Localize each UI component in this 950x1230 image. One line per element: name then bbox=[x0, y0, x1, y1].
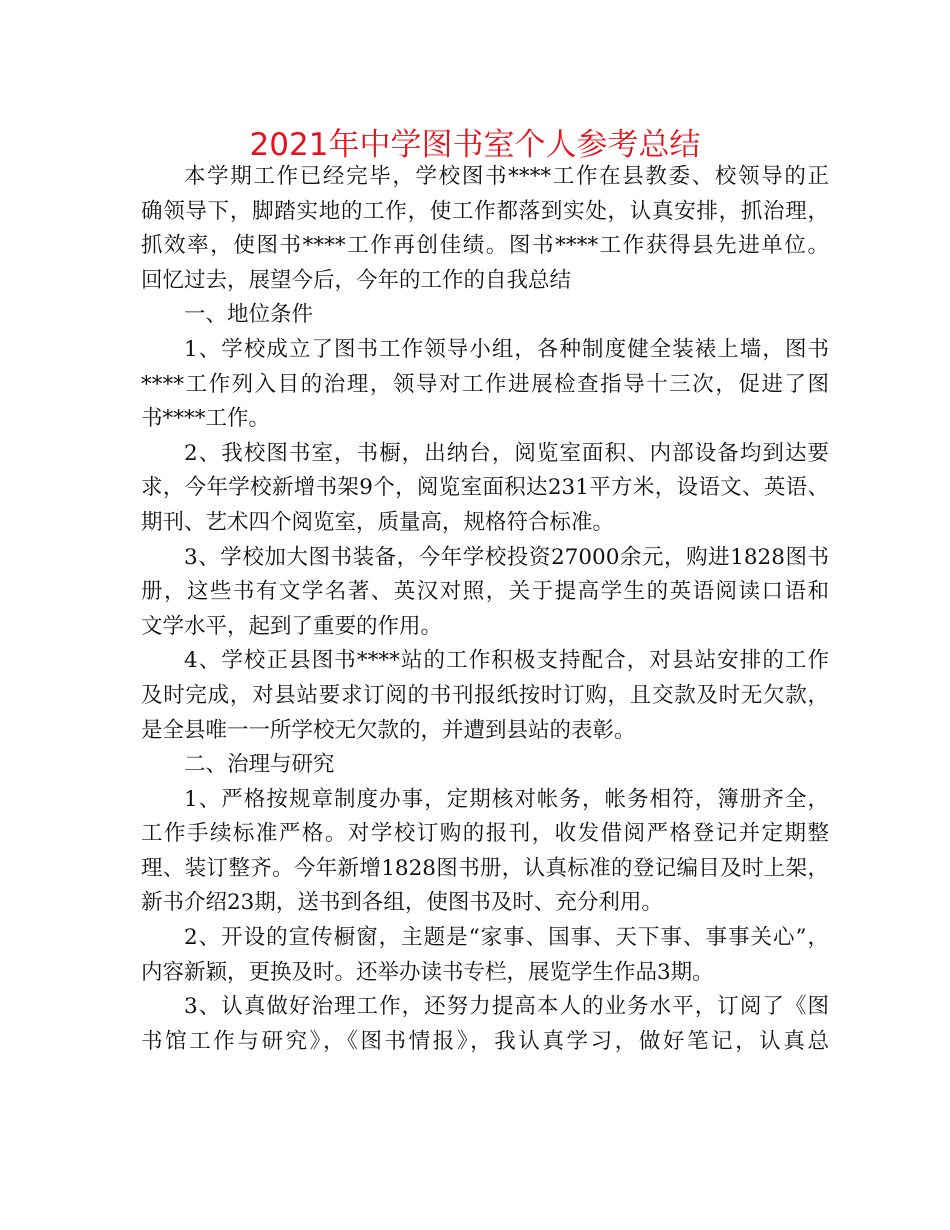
paragraph-line: 本学期工作已经完毕，学校图书****工作在县教委、校领导的正 bbox=[184, 164, 829, 189]
paragraph-line: 是全县唯一一所学校无欠款的，并遭到县站的表彰。 bbox=[141, 717, 636, 743]
paragraph bbox=[141, 437, 829, 541]
document-title: 2021年中学图书室个人参考总结 bbox=[249, 127, 701, 163]
paragraph bbox=[141, 541, 829, 645]
document-body bbox=[141, 160, 829, 1059]
paragraph bbox=[141, 748, 829, 783]
paragraph-line: 书馆工作与研究》，《图书情报》，我认真学习，做好笔记，认真总 bbox=[141, 1028, 829, 1054]
paragraph bbox=[141, 783, 829, 921]
paragraph-line: 内容新颖，更换及时。还举办读书专栏，展览学生作品3期。 bbox=[141, 959, 714, 985]
paragraph-line: 一、地位条件 bbox=[184, 302, 314, 328]
paragraph-line: 书****工作。 bbox=[141, 406, 271, 432]
paragraph-line: 2、开设的宣传橱窗，主题是“家事、国事、天下事、事事关心”， bbox=[184, 925, 829, 951]
paragraph-line: 文学水平，起到了重要的作用。 bbox=[141, 613, 443, 639]
paragraph-line: 1、学校成立了图书工作领导小组，各种制度健全装裱上墙，图书 bbox=[184, 336, 829, 362]
paragraph-line: 工作手续标准严格。对学校订购的报刊，收发借阅严格登记并定期整 bbox=[141, 821, 829, 847]
paragraph bbox=[141, 644, 829, 748]
paragraph-line: 回忆过去，展望今后，今年的工作的自我总结 bbox=[141, 267, 572, 293]
paragraph-line: 确领导下，脚踏实地的工作，使工作都落到实处，认真安排，抓治理， bbox=[141, 198, 829, 224]
paragraph-line: 册，这些书有文学名著、英汉对照，关于提高学生的英语阅读口语和 bbox=[141, 579, 829, 605]
paragraph bbox=[141, 333, 829, 437]
paragraph-line: 新书介绍23期，送书到各组，使图书及时、充分利用。 bbox=[141, 890, 663, 916]
paragraph bbox=[141, 160, 829, 298]
paragraph-line: 及时完成，对县站要求订阅的书刊报纸按时订购，且交款及时无欠款， bbox=[141, 682, 829, 708]
paragraph-line: 3、学校加大图书装备，今年学校投资27000余元，购进1828图书 bbox=[184, 544, 829, 570]
paragraph-line: 2、我校图书室，书橱，出纳台，阅览室面积、内部设备均到达要 bbox=[184, 440, 829, 466]
paragraph-line: 求，今年学校新增书架9个，阅览室面积达231平方米，设语文、英语、 bbox=[141, 475, 829, 501]
paragraph bbox=[141, 298, 829, 333]
paragraph-line: 抓效率，使图书****工作再创佳绩。图书****工作获得县先进单位。 bbox=[141, 233, 829, 259]
paragraph-line: 理、装订整齐。今年新增1828图书册，认真标准的登记编目及时上架， bbox=[141, 855, 829, 881]
paragraph-line: 3、认真做好治理工作，还努力提高本人的业务水平，订阅了《图 bbox=[184, 994, 829, 1020]
paragraph-line: 1、严格按规章制度办事，定期核对帐务，帐务相符，簿册齐全， bbox=[184, 786, 829, 812]
paragraph bbox=[141, 921, 829, 990]
paragraph-line: 4、学校正县图书****站的工作积极支持配合，对县站安排的工作 bbox=[184, 648, 829, 674]
paragraph-line: ****工作列入目的治理，领导对工作进展检查指导十三次，促进了图 bbox=[141, 371, 829, 397]
paragraph-line: 二、治理与研究 bbox=[184, 752, 335, 778]
paragraph bbox=[141, 990, 829, 1059]
paragraph-line: 期刊、艺术四个阅览室，质量高，规格符合标准。 bbox=[141, 509, 615, 535]
